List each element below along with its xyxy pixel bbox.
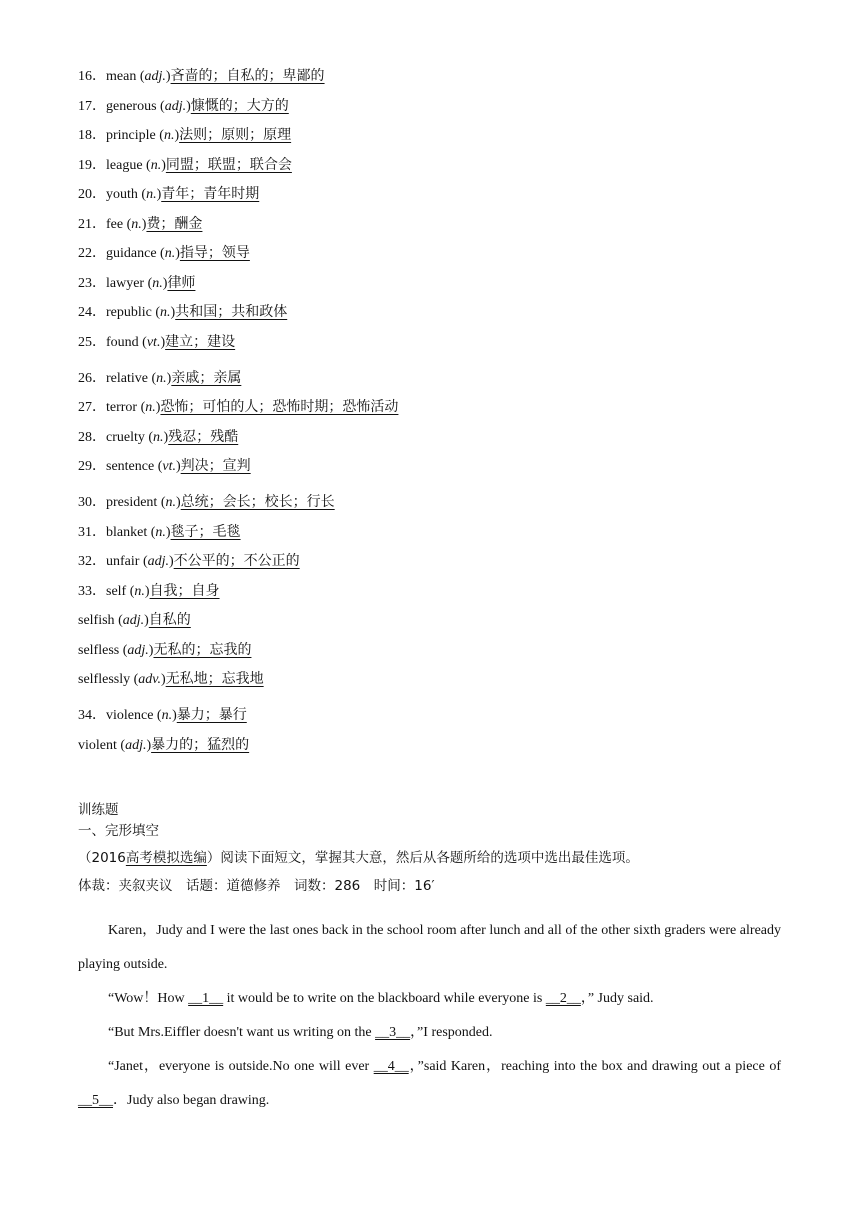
paragraph-2 bbox=[78, 982, 781, 1016]
vocab-item bbox=[78, 155, 798, 185]
vocab-item bbox=[78, 273, 798, 303]
source-line bbox=[78, 846, 798, 874]
vocab-definition: 指导；领导 bbox=[179, 246, 250, 261]
vocab-pos: (n.) bbox=[147, 524, 171, 540]
vocab-number: 34． bbox=[78, 708, 106, 723]
vocab-pos: (adj.) bbox=[116, 737, 152, 753]
vocab-word: cruelty bbox=[106, 429, 145, 445]
blank-3: __3__ bbox=[375, 1025, 411, 1040]
blank-4: __4__ bbox=[373, 1059, 409, 1074]
vocab-definition: 残忍；残酷 bbox=[168, 429, 239, 445]
vocab-definition: 吝啬的；自私的；卑鄙的 bbox=[170, 69, 325, 84]
vocab-definition: 暴力；暴行 bbox=[176, 708, 247, 723]
vocab-pos: (adj.) bbox=[139, 554, 174, 569]
vocab-definition: 判决；宣判 bbox=[180, 459, 251, 474]
vocab-pos-text: adj. bbox=[122, 613, 145, 628]
vocab-item bbox=[78, 640, 798, 670]
vocab-number: 33． bbox=[78, 583, 106, 599]
vocab-word: sentence bbox=[106, 459, 155, 474]
vocab-word: fee bbox=[106, 216, 124, 232]
vocab-word: selfless bbox=[78, 642, 120, 658]
vocab-pos: (vt.) bbox=[154, 459, 181, 474]
vocab-item bbox=[78, 610, 798, 640]
vocab-word: blanket bbox=[106, 524, 148, 540]
vocab-pos-text: n. bbox=[131, 216, 142, 232]
vocab-number: 22． bbox=[78, 246, 106, 261]
cloze-passage bbox=[78, 914, 781, 1118]
section-title: 训练题 bbox=[78, 802, 119, 818]
vocab-word: republic bbox=[106, 305, 152, 320]
paragraph-2-text-a: “Wow！How bbox=[108, 991, 189, 1006]
vocab-number: 29． bbox=[78, 459, 106, 474]
vocab-number: 31． bbox=[78, 524, 106, 540]
vocab-number: 21． bbox=[78, 216, 106, 232]
vocab-word: league bbox=[106, 157, 143, 173]
vocab-pos-text: n. bbox=[161, 708, 173, 723]
vocab-word: found bbox=[106, 334, 139, 350]
paragraph-2-text-c: ，” Judy said. bbox=[580, 991, 654, 1006]
vocab-pos-text: n. bbox=[163, 128, 175, 143]
vocab-item bbox=[78, 669, 798, 705]
vocab-number: 17． bbox=[78, 98, 106, 114]
vocab-number: 18． bbox=[78, 128, 106, 143]
vocab-item bbox=[78, 397, 798, 427]
vocab-pos: (adv.) bbox=[130, 672, 166, 687]
vocab-definition: 费；酬金 bbox=[146, 216, 203, 232]
vocab-definition: 无私的；忘我的 bbox=[153, 642, 252, 658]
vocab-pos-text: adj. bbox=[147, 554, 169, 569]
vocab-number: 23． bbox=[78, 275, 106, 291]
vocab-pos: (n.) bbox=[142, 157, 166, 173]
vocab-item bbox=[78, 492, 798, 522]
vocab-pos: (n.) bbox=[147, 370, 172, 386]
paragraph-4-text-b: ，”said Karen，reaching into the box and drawing out a piece of bbox=[408, 1059, 781, 1074]
vocab-pos: (n.) bbox=[137, 187, 162, 202]
source-underlined: 高考模拟选编 bbox=[125, 850, 207, 866]
vocab-definition: 无私地；忘我地 bbox=[165, 672, 264, 687]
vocab-pos-text: adv. bbox=[138, 672, 161, 687]
blank-5: __5__ bbox=[78, 1093, 113, 1108]
paragraph-4 bbox=[78, 1050, 781, 1118]
paragraph-1: Karen，Judy and I were the last ones back in the school room after lunch and all of the other sixth graders were already playing outside. bbox=[78, 923, 781, 972]
vocab-pos-text: adj. bbox=[125, 737, 147, 753]
vocab-number: 25． bbox=[78, 334, 106, 350]
vocab-item bbox=[78, 184, 798, 214]
vocab-number: 30． bbox=[78, 495, 106, 510]
vocab-word: mean bbox=[106, 69, 137, 84]
vocab-pos: (n.) bbox=[156, 246, 180, 261]
vocab-item bbox=[78, 456, 798, 492]
vocab-pos: (n.) bbox=[155, 128, 180, 143]
paragraph-3 bbox=[78, 1016, 781, 1050]
vocab-pos: (adj.) bbox=[156, 98, 191, 114]
vocab-pos-text: n. bbox=[160, 305, 171, 320]
vocab-item bbox=[78, 427, 798, 457]
vocab-pos-text: n. bbox=[155, 524, 166, 540]
blank-2: __2__ bbox=[545, 991, 581, 1006]
vocab-definition: 共和国；共和政体 bbox=[175, 305, 288, 320]
vocab-pos-text: adj. bbox=[127, 642, 149, 658]
vocab-pos: (n.) bbox=[126, 583, 150, 599]
vocab-pos: (n.) bbox=[157, 495, 181, 510]
paragraph-3-text-a: “But Mrs.Eiffler doesn't want us writing on the bbox=[108, 1025, 376, 1040]
vocabulary-list bbox=[78, 66, 798, 764]
vocab-pos-text: n. bbox=[146, 187, 157, 202]
vocab-item bbox=[78, 705, 798, 735]
vocab-item bbox=[78, 302, 798, 332]
blank-1: __1__ bbox=[188, 991, 224, 1006]
vocab-number: 19． bbox=[78, 157, 106, 173]
vocab-item bbox=[78, 551, 798, 581]
vocab-word: generous bbox=[106, 98, 157, 114]
vocab-pos: (n.) bbox=[151, 305, 176, 320]
vocab-number: 32． bbox=[78, 554, 106, 569]
vocab-definition: 建立；建设 bbox=[165, 334, 236, 350]
vocab-item bbox=[78, 332, 798, 368]
vocab-pos-text: n. bbox=[134, 583, 145, 599]
vocab-definition: 自私的 bbox=[148, 613, 191, 628]
vocab-word: unfair bbox=[106, 554, 140, 569]
vocab-item bbox=[78, 214, 798, 244]
vocab-item bbox=[78, 368, 798, 398]
vocab-number: 26． bbox=[78, 370, 106, 386]
vocab-word: self bbox=[106, 583, 127, 599]
vocab-word: lawyer bbox=[106, 275, 145, 291]
vocab-pos: (n.) bbox=[144, 275, 168, 291]
vocab-pos-text: n. bbox=[153, 429, 164, 445]
vocab-item bbox=[78, 96, 798, 126]
vocab-item bbox=[78, 66, 798, 96]
vocab-pos: (n.) bbox=[137, 400, 161, 415]
exercise-section bbox=[78, 800, 798, 904]
vocab-pos: (adj.) bbox=[114, 613, 149, 628]
vocab-item bbox=[78, 125, 798, 155]
vocab-item bbox=[78, 522, 798, 552]
vocab-pos: (vt.) bbox=[138, 334, 166, 350]
vocab-pos: (n.) bbox=[123, 216, 147, 232]
vocab-word: relative bbox=[106, 370, 148, 386]
vocab-pos-text: n. bbox=[164, 246, 176, 261]
vocab-definition: 恐怖；可怕的人；恐怖时期；恐怖活动 bbox=[160, 400, 399, 415]
paragraph-4-text-c: ．Judy also began drawing. bbox=[113, 1093, 270, 1108]
vocab-pos-text: n. bbox=[165, 495, 176, 510]
vocab-pos-text: adj. bbox=[164, 98, 187, 114]
source-open: （2016 bbox=[78, 850, 126, 866]
vocab-pos-text: vt. bbox=[162, 459, 176, 474]
vocab-word: selfish bbox=[78, 613, 115, 628]
vocab-pos: (n.) bbox=[144, 429, 169, 445]
vocab-definition: 慷慨的；大方的 bbox=[190, 98, 289, 114]
paragraph-4-text-a: “Janet，everyone is outside.No one will ever bbox=[108, 1059, 374, 1074]
vocab-definition: 法则；原则；原理 bbox=[179, 128, 292, 143]
vocab-pos-text: vt. bbox=[146, 334, 161, 350]
vocab-pos-text: adj. bbox=[144, 69, 166, 84]
passage-meta: 体裁：夹叙夹议 话题：道德修养 词数：286 时间：16′ bbox=[78, 878, 435, 894]
vocab-definition: 毯子；毛毯 bbox=[170, 524, 241, 540]
vocab-number: 16． bbox=[78, 69, 106, 84]
vocab-number: 20． bbox=[78, 187, 106, 202]
vocab-pos-text: n. bbox=[145, 400, 156, 415]
vocab-item bbox=[78, 243, 798, 273]
vocab-word: violent bbox=[78, 737, 117, 753]
vocab-word: guidance bbox=[106, 246, 157, 261]
vocab-word: president bbox=[106, 495, 158, 510]
vocab-definition: 自我；自身 bbox=[149, 583, 220, 599]
vocab-number: 28． bbox=[78, 429, 106, 445]
vocab-word: selflessly bbox=[78, 672, 131, 687]
section-subtitle: 一、完形填空 bbox=[78, 823, 159, 839]
paragraph-2-text-b: it would be to write on the blackboard while everyone is bbox=[223, 991, 546, 1006]
vocab-word: principle bbox=[106, 128, 156, 143]
vocab-pos: (adj.) bbox=[119, 642, 154, 658]
vocab-definition: 亲戚；亲属 bbox=[171, 370, 242, 386]
vocab-number: 24． bbox=[78, 305, 106, 320]
vocab-definition: 总统；会长；校长；行长 bbox=[180, 495, 335, 510]
vocab-word: violence bbox=[106, 708, 154, 723]
vocab-definition: 不公平的；不公正的 bbox=[173, 554, 300, 569]
vocab-item bbox=[78, 735, 798, 765]
vocab-definition: 同盟；联盟；联合会 bbox=[165, 157, 292, 173]
vocab-pos-text: n. bbox=[156, 370, 167, 386]
vocab-item bbox=[78, 581, 798, 611]
source-rest: ）阅读下面短文，掌握其大意，然后从各题所给的选项中选出最佳选项。 bbox=[206, 850, 639, 866]
vocab-pos: (n.) bbox=[153, 708, 177, 723]
vocab-word: youth bbox=[106, 187, 138, 202]
vocab-pos: (adj.) bbox=[136, 69, 171, 84]
vocab-pos-text: n. bbox=[150, 157, 162, 173]
vocab-word: terror bbox=[106, 400, 138, 415]
paragraph-3-text-b: ，”I responded. bbox=[410, 1025, 493, 1040]
vocab-definition: 青年；青年时期 bbox=[161, 187, 260, 202]
vocab-definition: 暴力的；猛烈的 bbox=[151, 737, 250, 753]
vocab-number: 27． bbox=[78, 400, 106, 415]
vocab-definition: 律师 bbox=[167, 275, 196, 291]
vocab-pos-text: n. bbox=[152, 275, 163, 291]
